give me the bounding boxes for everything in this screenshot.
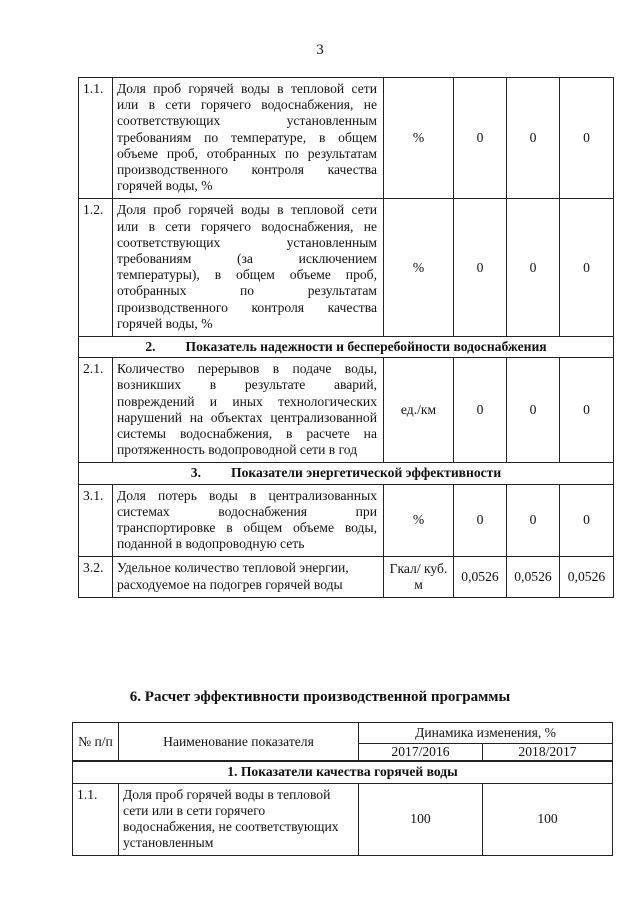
row-description: Доля проб горячей воды в тепловой сети или в сети горячего водоснабжения, не соответствующих установленным требованиям по температуре, в общем объеме проб, отобранных по результатам производственного контроля качества горячей воды, % <box>113 78 384 199</box>
indicator-row <box>79 199 614 337</box>
row-value-1: 0 <box>454 484 507 557</box>
efficiency-data-row <box>73 783 613 856</box>
section-title-text: Показатели энергетической эффективности <box>231 465 502 481</box>
row-description: Количество перерывов в подаче воды, возникших в результате аварий, повреждений и иных технологических нарушений на объектах централизованной системы водоснабжения, в расчете на протяженность водопроводной сети в год <box>113 358 384 463</box>
row-value-2: 0 <box>507 199 560 337</box>
page-number: 3 <box>316 42 324 58</box>
row-description: Доля проб горячей воды в тепловой сети или в сети горячего водоснабжения, не соответствующих установленным требованиям (за исключением температуры), в общем объеме проб, отобранных по результатам производственного контроля качества горячей воды, % <box>113 199 384 337</box>
row-value-3: 0 <box>560 358 614 463</box>
efficiency-header-row-1 <box>73 723 613 744</box>
section-title <box>79 463 614 484</box>
row-number: 1.1. <box>79 78 113 199</box>
row-number: 3.1. <box>79 484 113 557</box>
efficiency-section-row <box>73 761 613 783</box>
row-value-2: 0 <box>507 78 560 199</box>
indicators-table-body <box>79 78 614 598</box>
row-value-1: 0 <box>454 358 507 463</box>
section-row <box>79 463 614 484</box>
row-value-1: 0 <box>454 78 507 199</box>
col-num-header: № п/п <box>73 723 119 762</box>
row-description: Удельное количество тепловой энергии, расходуемое на подогрев горячей воды <box>113 557 384 597</box>
efficiency-table <box>72 722 613 856</box>
row-value-2017-2016: 100 <box>359 783 483 856</box>
indicators-table <box>78 77 614 598</box>
row-number: 1.1. <box>73 783 119 856</box>
row-unit: % <box>384 199 454 337</box>
row-number: 2.1. <box>79 358 113 463</box>
indicator-row <box>79 557 614 597</box>
row-value-2018-2017: 100 <box>483 783 613 856</box>
row-value-3: 0,0526 <box>560 557 614 597</box>
row-number: 3.2. <box>79 557 113 597</box>
section-row <box>79 337 614 358</box>
indicator-row <box>79 358 614 463</box>
row-description: Доля потерь воды в централизованных системах водоснабжения при транспортировке в общем объеме воды, поданной в водопроводную сеть <box>113 484 384 557</box>
row-unit: ед./км <box>384 358 454 463</box>
row-unit: % <box>384 78 454 199</box>
row-value-1: 0,0526 <box>454 557 507 597</box>
section-6-heading: 6. Расчет эффективности производственной программы <box>129 689 511 705</box>
row-value-3: 0 <box>560 199 614 337</box>
section-title <box>79 337 614 358</box>
row-description: Доля проб горячей воды в тепловой сети или в сети горячего водоснабжения, не соответствующих установленным <box>119 783 359 856</box>
row-value-3: 0 <box>560 78 614 199</box>
col-year2-header: 2018/2017 <box>483 744 613 762</box>
row-value-3: 0 <box>560 484 614 557</box>
row-number: 1.2. <box>79 199 113 337</box>
section-title-text: Показатель надежности и бесперебойности водоснабжения <box>185 339 547 355</box>
row-value-1: 0 <box>454 199 507 337</box>
col-name-header: Наименование показателя <box>119 723 359 762</box>
indicator-row <box>79 484 614 557</box>
row-unit: Гкал/ куб. м <box>384 557 454 597</box>
row-unit: % <box>384 484 454 557</box>
section-number: 3. <box>190 465 201 481</box>
section-number: 2. <box>145 339 156 355</box>
row-value-2: 0 <box>507 358 560 463</box>
indicator-row <box>79 78 614 199</box>
efficiency-section-title: 1. Показатели качества горячей воды <box>73 761 613 783</box>
col-dynamics-header: Динамика изменения, % <box>359 723 613 744</box>
row-value-2: 0,0526 <box>507 557 560 597</box>
row-value-2: 0 <box>507 484 560 557</box>
col-year1-header: 2017/2016 <box>359 744 483 762</box>
